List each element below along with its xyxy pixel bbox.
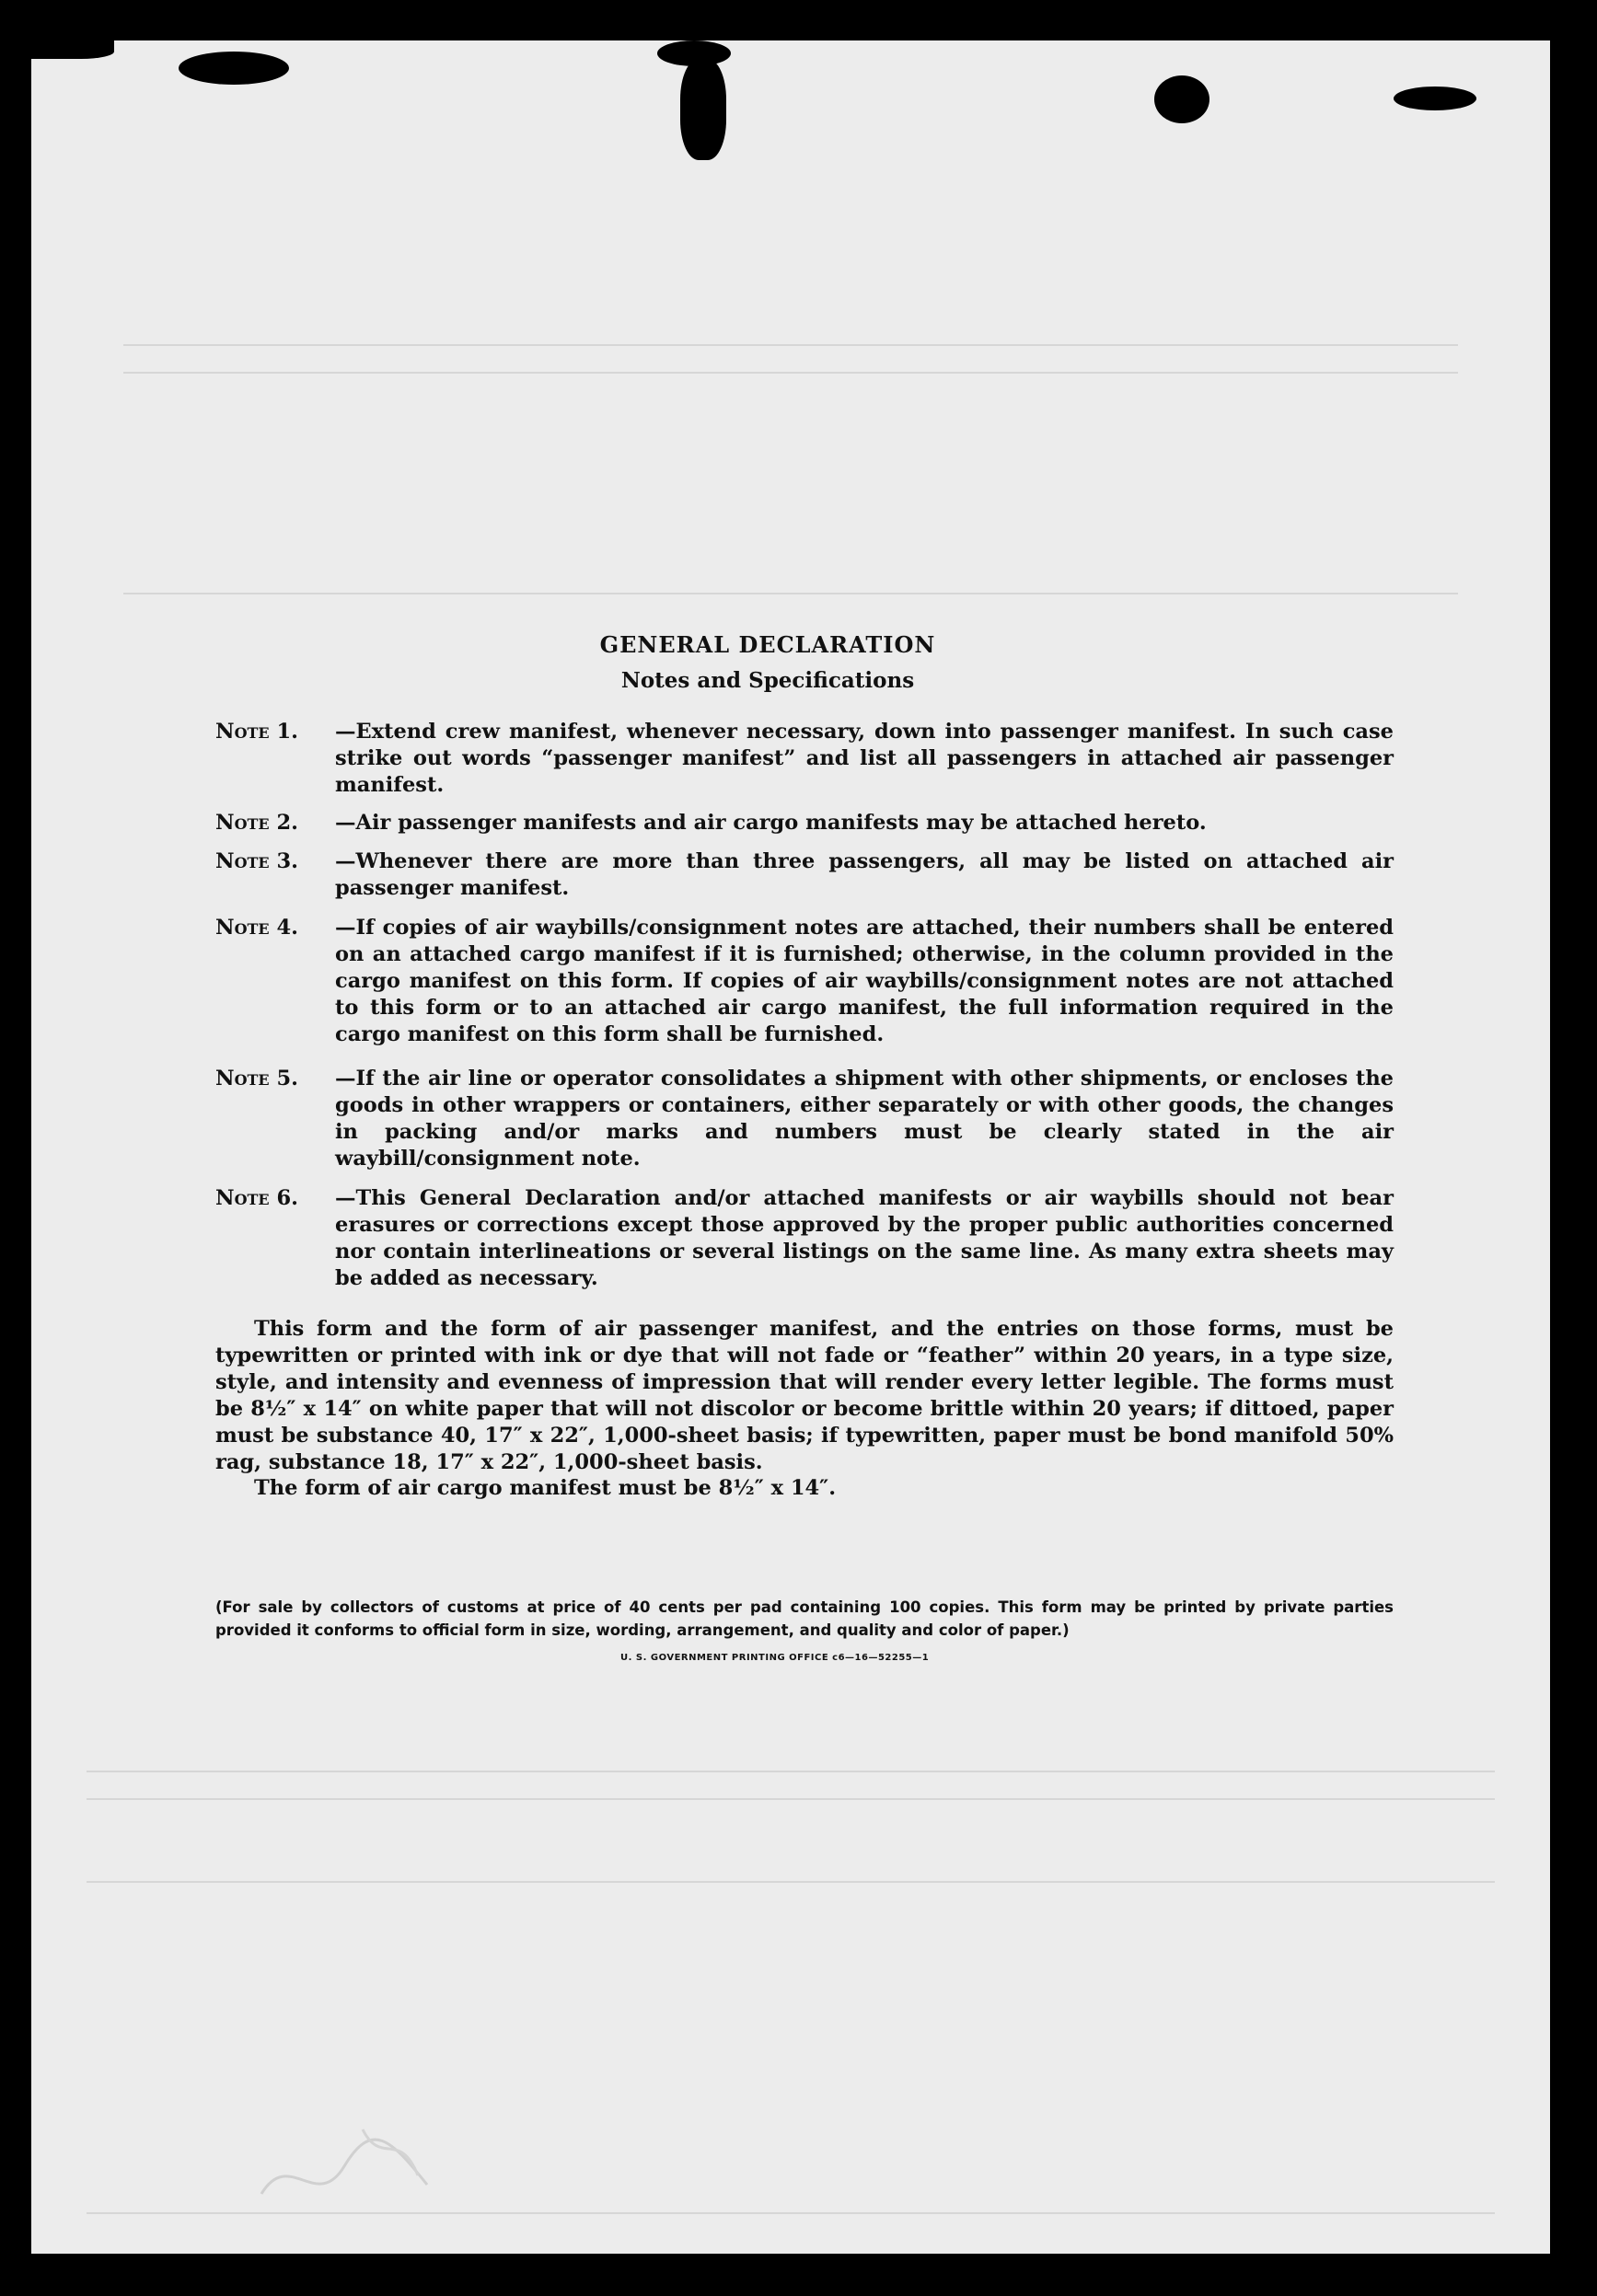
document-page bbox=[31, 40, 1550, 2254]
note-5 bbox=[215, 1066, 1394, 1172]
note-label: Note 6. bbox=[215, 1186, 298, 1210]
page-title: GENERAL DECLARATION bbox=[599, 631, 936, 658]
page-subtitle: Notes and Specifications bbox=[620, 668, 915, 693]
notes-content bbox=[31, 40, 1550, 2254]
note-2 bbox=[215, 810, 1394, 836]
note-4 bbox=[215, 915, 1394, 1048]
form-requirements-text: This form and the form of air passenger manifest, and the entries on those forms, must be typewritten or printed with ink or dye that will not fade or “feather” within 20 years, in a type size, style, and intensity and evenness of impression that will render every letter legible. The forms must be 8½″ x 14″ on white paper that will not discolor or become brittle within 20 years; if dittoed, paper must be substance 40, 17″ x 22″, 1,000-sheet basis; if typewritten, paper must be bond manifold 50% rag, substance 18, 17″ x 22″, 1,000-sheet basis. bbox=[215, 1317, 1394, 1474]
sale-notice: (For sale by collectors of customs at price of 40 cents per pad containing 100 copies. This form may be printed by private parties provided it conforms to official form in size, wording, arrangement, and quality and color of paper.) bbox=[215, 1598, 1394, 1639]
note-text: —This General Declaration and/or attached manifests or air waybills should not bear erasures or corrections except those approved by the proper public authorities concerned nor contain interlineations or several listings on the same line. As many extra sheets may be added as necessary. bbox=[335, 1186, 1394, 1290]
note-label: Note 3. bbox=[215, 849, 298, 873]
note-text: —Air passenger manifests and air cargo manifests may be attached hereto. bbox=[335, 811, 1207, 835]
printer-imprint: U. S. GOVERNMENT PRINTING OFFICE c6—16—52255—1 bbox=[620, 1653, 930, 1663]
note-text: —If the air line or operator consolidates a shipment with other shipments, or encloses the goods in other wrappers or containers, either separately or with other goods, the changes in packing and/or marks and numbers must be clearly stated in the air waybill/consignment note. bbox=[335, 1067, 1394, 1171]
cargo-manifest-size-line: The form of air cargo manifest must be 8½″ x 14″. bbox=[254, 1476, 837, 1500]
note-text: —Whenever there are more than three passengers, all may be listed on attached air passenger manifest. bbox=[335, 849, 1394, 900]
note-1 bbox=[215, 719, 1394, 799]
note-label: Note 1. bbox=[215, 720, 298, 744]
note-6 bbox=[215, 1185, 1394, 1292]
note-label: Note 2. bbox=[215, 811, 298, 835]
form-requirements-paragraph bbox=[215, 1316, 1394, 1476]
note-label: Note 4. bbox=[215, 916, 298, 940]
note-label: Note 5. bbox=[215, 1067, 298, 1090]
faint-signature-bleed bbox=[252, 2111, 455, 2221]
note-text: —Extend crew manifest, whenever necessary, down into passenger manifest. In such case strike out words “passenger manifest” and list all passengers in attached air passenger manifest. bbox=[335, 720, 1394, 797]
note-text: —If copies of air waybills/consignment notes are attached, their numbers shall be entered on an attached cargo manifest if it is furnished; otherwise, in the column provided in the cargo manifest on this form. If copies of air waybills/consignment notes are not attached to this form or to an attached air cargo manifest, the full information required in the cargo manifest on this form shall be furnished. bbox=[335, 916, 1394, 1046]
note-3 bbox=[215, 848, 1394, 902]
